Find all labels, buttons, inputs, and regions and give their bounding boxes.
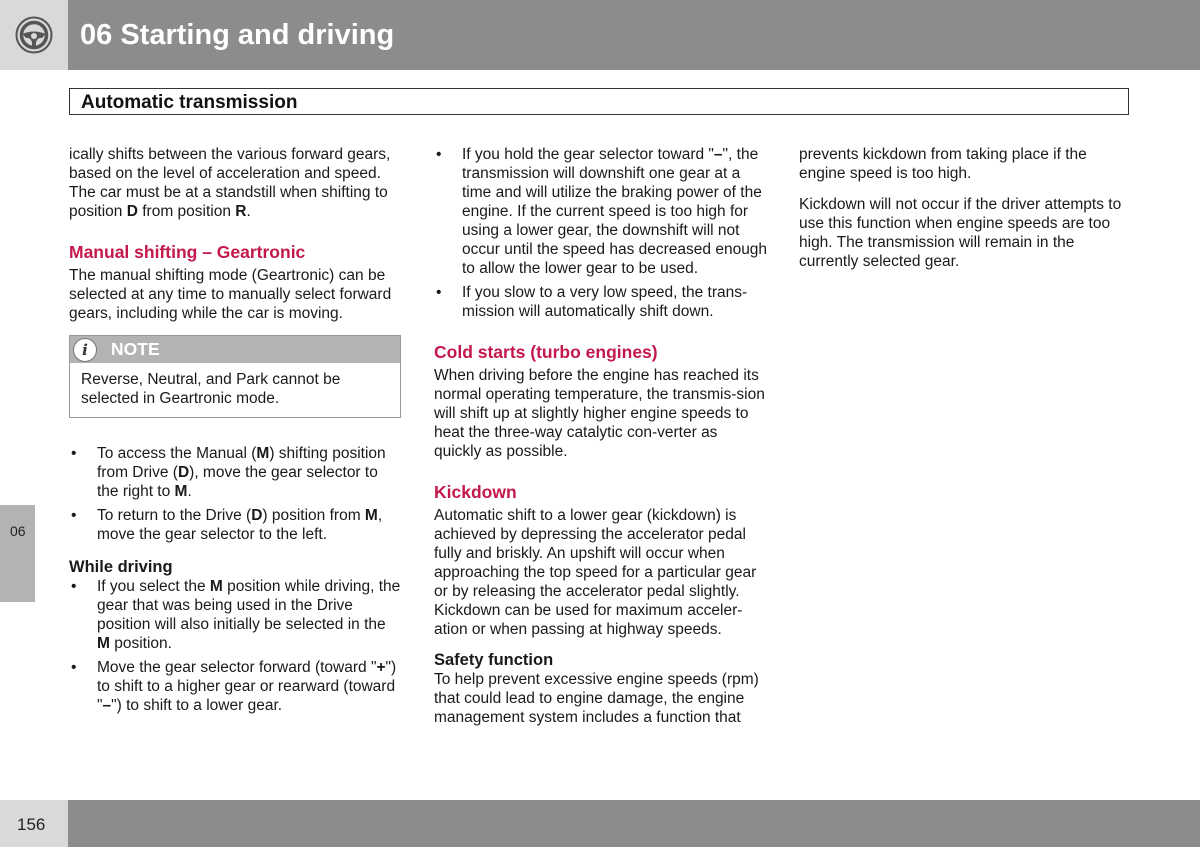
bullet-icon: •: [71, 445, 77, 462]
section-title: Automatic transmission: [81, 92, 298, 113]
cold-starts-text: When driving before the engine has reached its normal operating temperature, the transmis-sion will shift up at slightly higher engine speeds to heat the three-way catalytic con-verter as quickly as possible.: [434, 367, 765, 460]
heading-while-driving: While driving: [69, 558, 173, 576]
heading-manual-shifting: Manual shifting – Geartronic: [69, 242, 306, 262]
list-item: • If you hold the gear selector toward "–", the transmission will downshift one gear at a time and will utilize the braking power of the engine. If the current speed is too high for using a lower gear, the downshift will not occur until the speed has decreased enough to allow the lower gear to be used.: [436, 146, 768, 277]
list-item: • To access the Manual (M) shifting position from Drive (D), move the gear selector to the right to M.: [71, 445, 386, 500]
kickdown-text: Automatic shift to a lower gear (kickdown) is achieved by depressing the accelerator pedal fully and briskly. An upshift will occur when approaching the top speed for a particular gear or by releasing the accelerator pedal slightly. Kickdown can be used for maximum acceler-ation or when passing at highway speeds.: [434, 507, 757, 638]
heading-safety-function: Safety function: [434, 651, 554, 669]
safety-function-text: To help prevent excessive engine speeds (rpm) that could lead to engine damage, the engine management system includes a function that: [434, 671, 759, 726]
note-box: [69, 335, 401, 418]
while-driving-list: [69, 577, 401, 715]
column-1: [69, 145, 401, 720]
heading-kickdown: Kickdown: [434, 482, 517, 502]
note-text: Reverse, Neutral, and Park cannot be selected in Geartronic mode.: [81, 371, 341, 407]
page-number: 156: [17, 815, 46, 834]
bullet-icon: •: [71, 659, 77, 676]
manual-shifting-text: The manual shifting mode (Geartronic) can be selected at any time to manually select forward gears, including while the car is moving.: [69, 267, 392, 322]
column-2: [434, 145, 768, 739]
info-icon: i: [73, 338, 97, 362]
bullet-icon: •: [436, 146, 442, 163]
note-label: NOTE: [111, 339, 160, 359]
chapter-header: [0, 0, 1200, 70]
bullet-icon: •: [71, 507, 77, 524]
note-header: [70, 336, 400, 363]
list-item: • If you select the M position while driving, the gear that was being used in the Drive position will also initially be selected in the M position.: [71, 578, 401, 652]
page-footer: [0, 800, 1200, 847]
kickdown-prevent-text: prevents kickdown from taking place if the engine speed is too high.: [799, 146, 1087, 182]
chapter-title: 06 Starting and driving: [80, 19, 395, 51]
kickdown-limit-text: Kickdown will not occur if the driver attempts to use this function when engine speeds are too high. The transmission will remain in the currently selected gear.: [799, 196, 1122, 270]
list-item: • If you slow to a very low speed, the trans-mission will automatically shift down.: [436, 284, 748, 320]
section-header: [69, 88, 1129, 115]
list-item: • Move the gear selector forward (toward "+") to shift to a higher gear or rearward (toward "–") to shift to a lower gear.: [71, 659, 397, 714]
manual-bullet-list: [69, 444, 401, 544]
intro-paragraph: ically shifts between the various forward gears, based on the level of acceleration and speed. The car must be at a standstill when shifting to position D from position R.: [69, 146, 391, 220]
chapter-tab-label: 06: [10, 523, 26, 539]
downshift-list: [434, 145, 768, 321]
column-3: [799, 145, 1131, 283]
bullet-icon: •: [71, 578, 77, 595]
heading-cold-starts: Cold starts (turbo engines): [434, 342, 658, 362]
page-number-box: [0, 800, 68, 847]
bullet-icon: •: [436, 284, 442, 301]
chapter-side-tab: [0, 505, 35, 602]
list-item: • To return to the Drive (D) position from M, move the gear selector to the left.: [71, 507, 383, 543]
chapter-icon-box: [0, 0, 68, 70]
steering-wheel-icon: [15, 16, 53, 54]
